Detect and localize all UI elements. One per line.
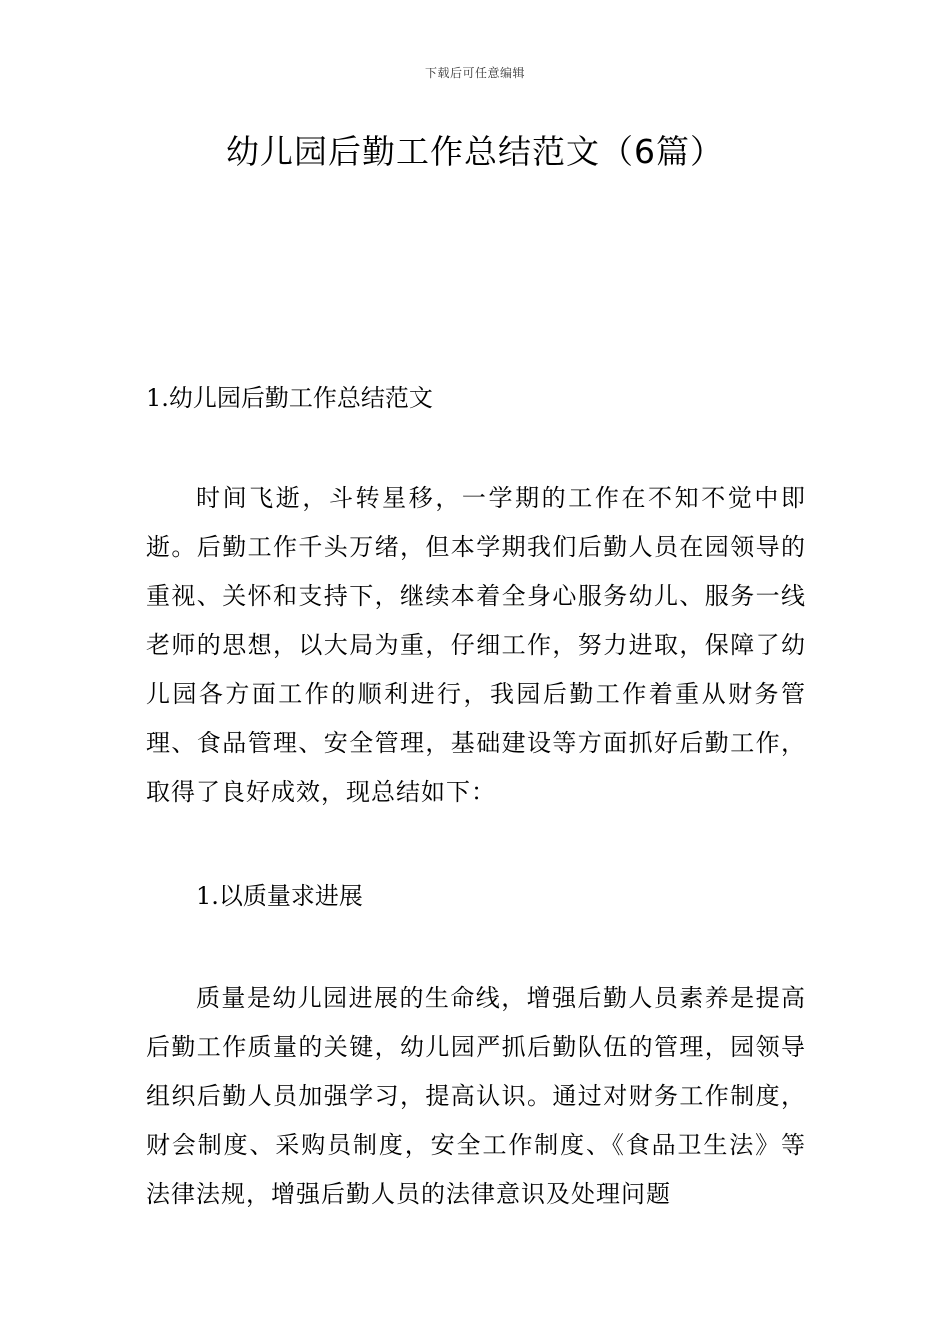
section-heading: 1.幼儿园后勤工作总结范文 bbox=[146, 384, 433, 412]
header-note: 下载后可任意编辑 bbox=[424, 66, 525, 80]
document-title: 幼儿园后勤工作总结范文（6篇） bbox=[226, 132, 724, 171]
subheading: 1.以质量求进展 bbox=[196, 882, 363, 910]
body-paragraph-1: 时间飞逝，斗转星移，一学期的工作在不知不觉中即逝。后勤工作千头万绪，但本学期我们后勤人员在园领导的重视、关怀和支持下，继续本着全身心服务幼儿、服务一线老师的思想，以大局为重，仔细工作，努力进取，保障了幼儿园各方面工作的顺利进行，我园后勤工作着重从财务管理、食品管理、安全管理，基础建设等方面抓好后勤工作，取得了良好成效，现总结如下： bbox=[146, 484, 806, 806]
body-paragraph-2: 质量是幼儿园进展的生命线，增强后勤人员素养是提高后勤工作质量的关键，幼儿园严抓后勤队伍的管理，园领导组织后勤人员加强学习，提高认识。通过对财务工作制度，财会制度、采购员制度，安全工作制度、《食品卫生法》等法律法规，增强后勤人员的法律意识及处理问题 bbox=[146, 984, 806, 1208]
